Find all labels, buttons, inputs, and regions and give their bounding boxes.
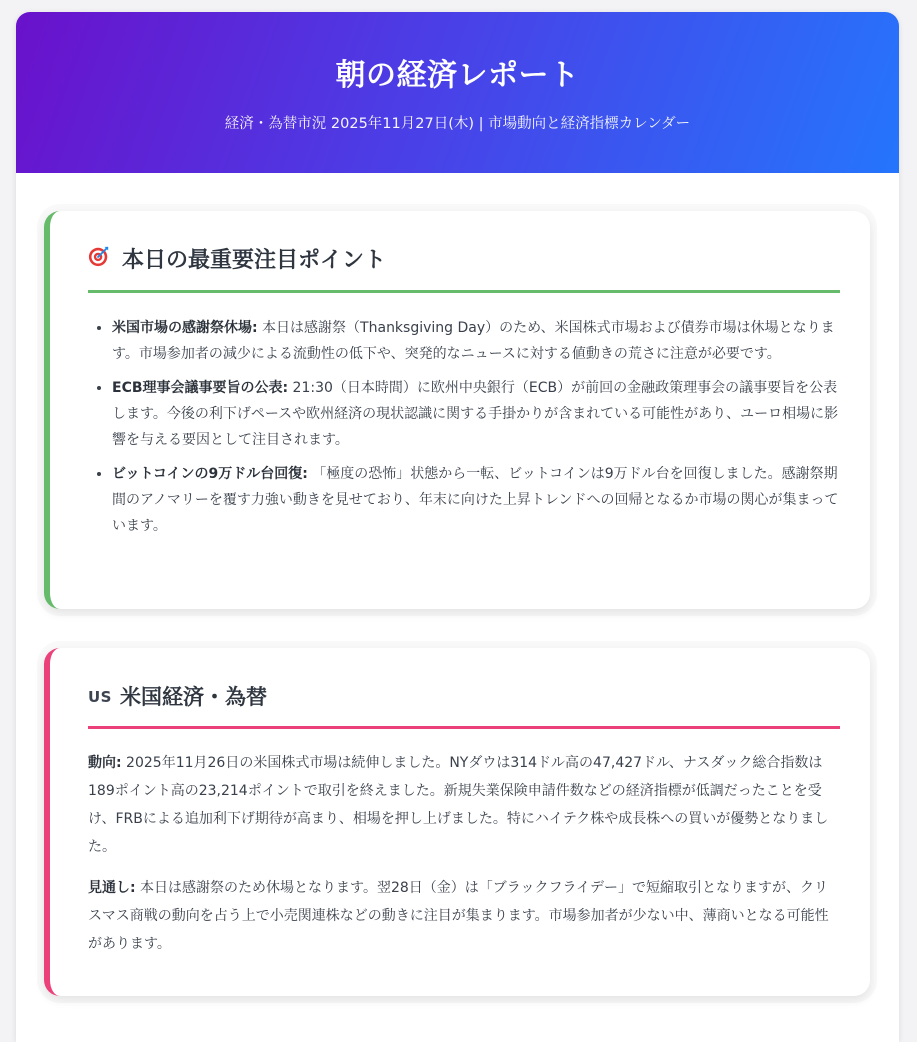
outlook-lead: 見通し:: [88, 880, 136, 896]
list-item-lead: ビットコインの9万ドル台回復:: [112, 466, 308, 482]
report-title: 朝の経済レポート: [335, 58, 580, 93]
highlights-list: [88, 315, 840, 539]
highlights-card: [44, 211, 870, 609]
us-economy-card: [44, 648, 870, 996]
list-item: [112, 375, 840, 453]
highlights-title: 本日の最重要注目ポイント: [122, 247, 387, 273]
trend-lead: 動向:: [88, 755, 122, 771]
us-flag-icon: US: [88, 688, 112, 706]
report-page: [16, 12, 899, 1042]
list-item: [112, 315, 840, 367]
us-economy-title: 米国経済・為替: [119, 685, 267, 709]
highlights-heading: [88, 245, 840, 293]
list-item-text: 「極度の恐怖」状態から一転、ビットコインは9万ドル台を回復しました。感謝祭期間のアノマリーを覆す力強い動きを見せており、年末に向けた上昇トレンドへの回帰となるか市場の関心が集まっています。: [112, 466, 839, 534]
report-header: [16, 12, 899, 173]
report-subtitle: 経済・為替市況 2025年11月27日(木) | 市場動向と経済指標カレンダー: [224, 116, 691, 132]
target-icon: [88, 245, 110, 276]
us-economy-heading: [88, 682, 840, 729]
list-item-lead: 米国市場の感謝祭休場:: [112, 320, 258, 336]
outlook-text: 本日は感謝祭のため休場となります。翌28日（金）は「ブラックフライデー」で短縮取引となりますが、クリスマス商戦の動向を占う上で小売関連株などの動きに注目が集まります。市場参加者が少ない中、薄商いとなる可能性があります。: [88, 880, 829, 952]
trend-text: 2025年11月26日の米国株式市場は続伸しました。NYダウは314ドル高の47,427ドル、ナスダック総合指数は189ポイント高の23,214ポイントで取引を終えました。新規失業保険申請件数などの経済指標が低調だったことを受け、FRBによる追加利下げ期待が高まり、相場を押し上げました。特にハイテク株や成長株への買いが優勢となりました。: [88, 755, 829, 855]
list-item-text: 21:30（日本時間）に欧州中央銀行（ECB）が前回の金融政策理事会の議事要旨を公表します。今後の利下げペースや欧州経済の現状認識に関する手掛かりが含まれている可能性があり、ユーロ相場に影響を与える要因として注目されます。: [112, 380, 839, 448]
list-item-lead: ECB理事会議事要旨の公表:: [112, 380, 289, 396]
outlook-paragraph: [88, 874, 840, 958]
trend-paragraph: [88, 749, 840, 861]
list-item-text: 本日は感謝祭（Thanksgiving Day）のため、米国株式市場および債券市場は休場となります。市場参加者の減少による流動性の低下や、突発的なニュースに対する値動きの荒さに注意が必要です。: [112, 320, 835, 362]
list-item: [112, 461, 840, 539]
